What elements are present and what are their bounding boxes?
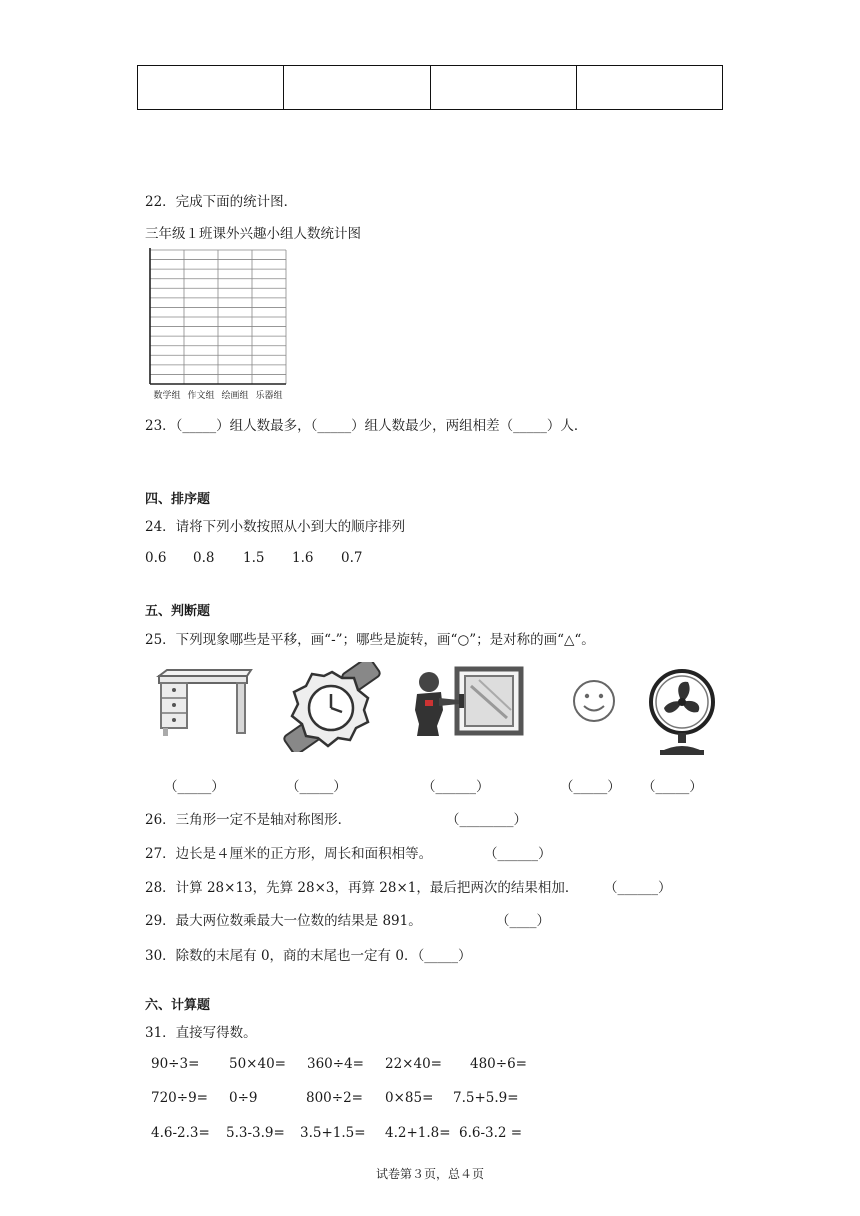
section-title-judgement: 五、判断题: [145, 604, 211, 619]
fan-icon: [646, 668, 718, 758]
decimal-item: 0.7: [341, 550, 363, 566]
decimal-item: 0.6: [145, 550, 167, 566]
question-29: 29．最大两位数乘最大一位数的结果是 891。: [145, 913, 422, 929]
watch-icon: [282, 662, 382, 752]
question-24: 24．请将下列小数按照从小到大的顺序排列: [145, 519, 406, 535]
answer-blank[interactable]: （_____）: [642, 779, 703, 795]
answer-table: [137, 65, 723, 110]
calc-item: 0×85=: [385, 1090, 434, 1106]
calc-item: 50×40=: [229, 1056, 286, 1072]
answer-blank[interactable]: （_____）: [560, 779, 621, 795]
section-title-calculation: 六、计算题: [145, 998, 211, 1013]
calc-item: 22×40=: [385, 1056, 442, 1072]
calc-item: 7.5+5.9=: [453, 1090, 519, 1106]
calc-item: 0÷9: [229, 1090, 258, 1106]
statistics-chart[interactable]: [146, 248, 288, 400]
chart-grid: [146, 248, 288, 400]
category-label: 作文组: [187, 391, 215, 400]
section-title-sorting: 四、排序题: [145, 492, 211, 507]
calc-item: 4.6-2.3=: [151, 1125, 210, 1141]
calc-item: 90÷3=: [151, 1056, 200, 1072]
table-cell: [138, 66, 284, 109]
page-footer: 试卷第３页，总４页: [375, 1167, 484, 1181]
question-31: 31．直接写得数。: [145, 1025, 257, 1041]
calc-item: 480÷6=: [470, 1056, 527, 1072]
answer-blank[interactable]: （_____）: [164, 779, 225, 795]
decimal-item: 0.8: [193, 550, 215, 566]
question-26: 26．三角形一定不是轴对称图形．: [145, 812, 352, 828]
table-cell: [284, 66, 430, 109]
calc-item: 800÷2=: [306, 1090, 363, 1106]
window-push-icon: [407, 666, 525, 738]
category-label: 绘画组: [221, 391, 249, 400]
calc-item: 360÷4=: [307, 1056, 364, 1072]
answer-blank[interactable]: （______）: [422, 779, 490, 795]
answer-blank[interactable]: （________）: [446, 812, 527, 828]
question-28: 28．计算 28×13，先算 28×3，再算 28×1，最后把两次的结果相加．: [145, 880, 579, 896]
calc-item: 3.5+1.5=: [300, 1125, 366, 1141]
decimal-item: 1.6: [292, 550, 314, 566]
table-cell: [431, 66, 577, 109]
question-22: 22．完成下面的统计图．: [145, 194, 298, 210]
answer-blank[interactable]: （______）: [484, 846, 552, 862]
calc-item: 4.2+1.8=: [385, 1125, 451, 1141]
answer-blank[interactable]: （____）: [496, 913, 550, 929]
category-label: 数学组: [153, 391, 181, 400]
calc-item: 720÷9=: [151, 1090, 208, 1106]
desk-icon: [155, 668, 255, 738]
decimal-item: 1.5: [243, 550, 265, 566]
question-23: 23．（_____）组人数最多，（_____）组人数最少，两组相差（_____）人．: [145, 418, 588, 434]
answer-blank[interactable]: （______）: [604, 880, 672, 896]
table-cell: [577, 66, 722, 109]
category-label: 乐器组: [255, 391, 283, 400]
chart-title: 三年级１班课外兴趣小组人数统计图: [145, 226, 361, 242]
smiley-icon: [570, 678, 618, 724]
calc-item: 5.3-3.9=: [226, 1125, 285, 1141]
question-30[interactable]: 30．除数的末尾有 0，商的末尾也一定有 0．（_____）: [145, 948, 472, 964]
question-27: 27．边长是４厘米的正方形，周长和面积相等。: [145, 846, 433, 862]
calc-item: 6.6-3.2 =: [459, 1125, 523, 1141]
question-25: 25．下列现象哪些是平移，画“-”；哪些是旋转，画“○”；是对称的画“△“。: [145, 632, 595, 648]
answer-blank[interactable]: （_____）: [286, 779, 347, 795]
